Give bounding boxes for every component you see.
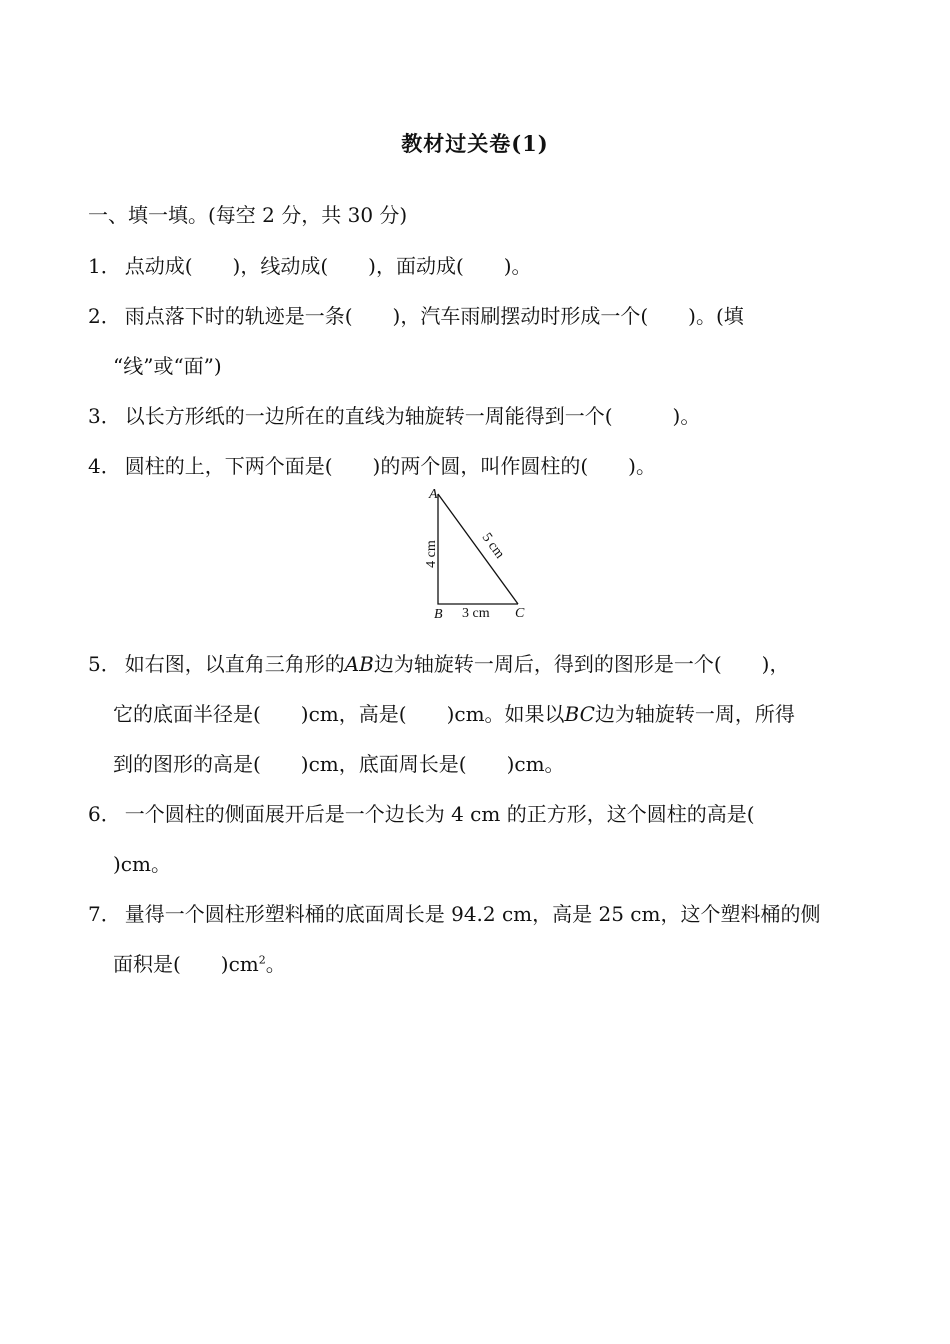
question-5-continued: 到的图形的高是( )cm，底面周长是( )cm。 <box>113 752 565 776</box>
section-header: 一、填一填。(每空 2 分，共 30 分) <box>88 203 408 227</box>
question-text: 。 <box>265 952 286 976</box>
question-number: 4． <box>88 454 121 478</box>
question-number: 3． <box>88 404 121 428</box>
question-number: 6． <box>88 802 121 826</box>
question-number: 5． <box>88 652 121 676</box>
question-5-continued <box>113 701 795 727</box>
page-title: 教材过关卷(1) <box>401 131 549 156</box>
side-ac-label: 5 cm <box>478 530 508 562</box>
question-text: 以长方形纸的一边所在的直线为轴旋转一周能得到一个( )。 <box>124 404 701 428</box>
side-bc-label: 3 cm <box>462 606 490 621</box>
question-number: 1． <box>88 254 121 278</box>
superscript-two: 2 <box>258 953 266 967</box>
segment-ab: AB <box>344 652 374 676</box>
segment-bc: BC <box>564 702 595 726</box>
question-number: 2． <box>88 304 121 328</box>
vertex-b-label: B <box>434 607 443 622</box>
question-1 <box>88 253 532 279</box>
question-text: 边为轴旋转一周后，得到的图形是一个( )， <box>373 652 790 676</box>
vertex-a-label: A <box>429 487 438 502</box>
question-text: 面积是( )cm <box>113 952 259 976</box>
question-3 <box>88 403 700 429</box>
triangle-hypotenuse <box>438 494 518 604</box>
question-2-continued: “线”或“面”) <box>113 354 222 378</box>
question-4 <box>88 453 656 479</box>
right-triangle-figure <box>418 484 530 624</box>
question-text: 雨点落下时的轨迹是一条( )，汽车雨刷摆动时形成一个( )。(填 <box>124 304 744 328</box>
question-text: 它的底面半径是( )cm，高是( )cm。如果以 <box>113 702 565 726</box>
question-text: 一个圆柱的侧面展开后是一个边长为 4 cm 的正方形，这个圆柱的高是( <box>124 802 755 826</box>
vertex-c-label: C <box>515 606 525 621</box>
question-6 <box>88 801 755 827</box>
question-text: 量得一个圆柱形塑料桶的底面周长是 94.2 cm，高是 25 cm，这个塑料桶的侧 <box>124 902 821 926</box>
question-7-continued <box>113 951 286 977</box>
question-text: 点动成( )，线动成( )，面动成( )。 <box>124 254 532 278</box>
question-text: 如右图，以直角三角形的 <box>124 652 345 676</box>
question-6-continued: )cm。 <box>113 852 171 876</box>
question-number: 7． <box>88 902 121 926</box>
question-7 <box>88 901 820 927</box>
side-ab-label: 4 cm <box>424 540 439 568</box>
question-2 <box>88 303 744 329</box>
question-5 <box>88 651 789 677</box>
question-text: 边为轴旋转一周，所得 <box>594 702 795 726</box>
question-text: 圆柱的上，下两个面是( )的两个圆，叫作圆柱的( )。 <box>124 454 656 478</box>
